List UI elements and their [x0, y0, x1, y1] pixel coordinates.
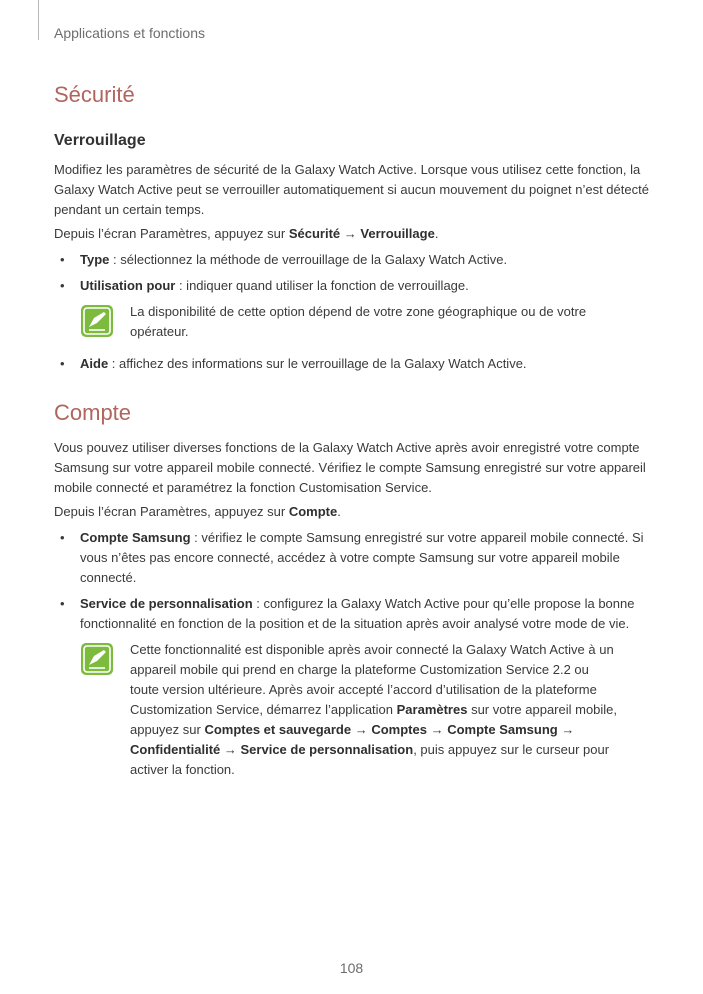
list-item: • Service de personnalisation : configurez la Galaxy Watch Active pour qu’elle propose la bonne fonctionnalité en fonction de la position et de la situation après avoir analysé votre mode de vie.	[60, 596, 635, 631]
verrouillage-intro: Modifiez les paramètres de sécurité de la Galaxy Watch Active. Lorsque vous utilisez cette fonction, la Galaxy Watch Active peut se verrouiller automatiquement si aucun mouvement du poignet n’est détecté pendant un certain temps.	[54, 162, 649, 217]
compte-path: Depuis l’écran Paramètres, appuyez sur Compte.	[54, 504, 341, 519]
bullet-dot: •	[60, 530, 65, 545]
compte-options-list	[54, 528, 654, 634]
compte-intro: Vous pouvez utiliser diverses fonctions de la Galaxy Watch Active après avoir enregistré votre compte Samsung sur votre appareil mobile connecté. Vérifiez le compte Samsung enregistré sur votre appareil mobile connecté et paramétrez la fonction Customisation Service.	[54, 440, 646, 495]
verrouillage-options-list-2	[54, 354, 654, 374]
subsection-title-verrouillage: Verrouillage	[54, 132, 146, 149]
list-item: • Utilisation pour : indiquer quand utiliser la fonction de verrouillage.	[54, 276, 654, 296]
running-header: Applications et fonctions	[54, 25, 205, 41]
bullet-dot: •	[60, 356, 65, 371]
bullet-dot: •	[60, 252, 65, 267]
list-item: • Compte Samsung : vérifiez le compte Samsung enregistré sur votre appareil mobile connecté. Si vous n’êtes pas encore connecté, accédez à votre compte Samsung sur votre appareil mobile connecté.	[60, 530, 644, 585]
verrouillage-options-list	[54, 250, 654, 296]
note-icon	[80, 642, 114, 676]
list-item: • Type : sélectionnez la méthode de verrouillage de la Galaxy Watch Active.	[54, 250, 654, 270]
page-number: 108	[339, 960, 364, 976]
header-rule	[38, 0, 39, 40]
list-item: • Aide : affichez des informations sur le verrouillage de la Galaxy Watch Active.	[54, 354, 654, 374]
section-title-compte: Compte	[54, 400, 132, 425]
note-box	[80, 640, 654, 780]
verrouillage-path: Depuis l’écran Paramètres, appuyez sur Sécurité → Verrouillage.	[54, 226, 439, 241]
note-icon	[80, 304, 114, 338]
bullet-dot: •	[60, 596, 65, 611]
section-title-securite: Sécurité	[54, 82, 135, 107]
bullet-dot: •	[60, 278, 65, 293]
note-box	[80, 302, 654, 342]
page-content	[54, 80, 654, 792]
note-text: Cette fonctionnalité est disponible après avoir connecté la Galaxy Watch Active à un appareil mobile qui prend en charge la plateforme Customization Service 2.2 ou toute version ultérieure. Après avoir accepté l’accord d’utilisation de la plateforme Customization Service, démarrez l’application Paramètres sur votre appareil mobile, appuyez sur Comptes et sauvegarde → Comptes → Compte Samsung → Confidentialité → Service de personnalisation, puis appuyez sur le curseur pour activer la fonction.	[130, 642, 618, 777]
note-text: La disponibilité de cette option dépend de votre zone géographique ou de votre opérateur.	[130, 304, 587, 339]
